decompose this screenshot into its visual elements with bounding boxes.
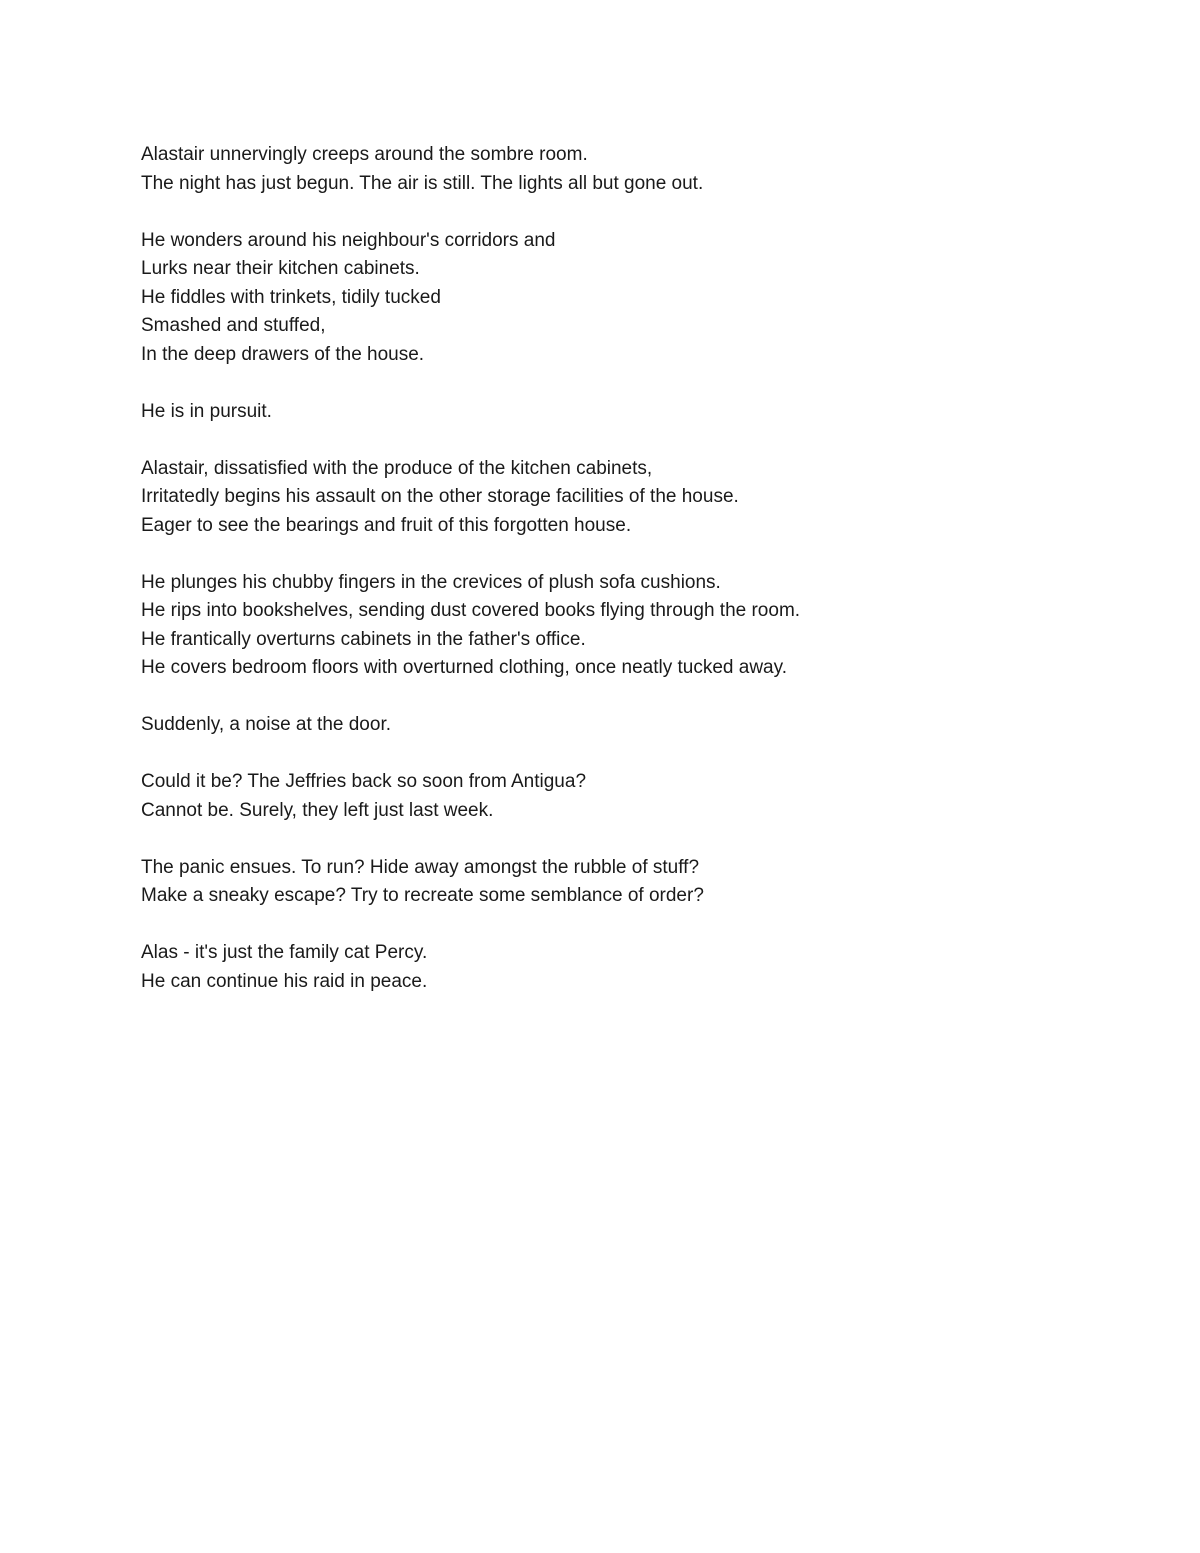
poem-line: Alastair, dissatisfied with the produce of the kitchen cabinets, [141,457,653,479]
poem-line: Cannot be. Surely, they left just last week. [141,799,494,821]
poem-line: The night has just begun. The air is still. The lights all but gone out. [141,172,704,194]
poem-line: Smashed and stuffed, [141,315,326,336]
poem-body [141,141,1141,996]
stanza-break [141,426,1141,455]
stanza-1 [141,141,1141,198]
poem-line: Eager to see the bearings and fruit of this forgotten house. [141,514,632,536]
stanza-4 [141,455,1141,541]
poem-line: Irritatedly begins his assault on the other storage facilities of the house. [141,486,739,507]
stanza-3 [141,398,1141,427]
poem-line: He is in pursuit. [141,400,272,422]
stanza-8 [141,854,1141,911]
stanza-6 [141,711,1141,740]
poem-line: He rips into bookshelves, sending dust covered books flying through the room. [141,600,801,621]
poem-line: In the deep drawers of the house. [141,343,425,365]
poem-line: The panic ensues. To run? Hide away amongst the rubble of stuff? [141,856,700,878]
stanza-9 [141,939,1141,996]
poem-line: Make a sneaky escape? Try to recreate some semblance of order? [141,885,704,906]
poem-line: He can continue his raid in peace. [141,970,428,992]
stanza-break [141,198,1141,227]
stanza-break [141,911,1141,940]
poem-line: Suddenly, a noise at the door. [141,714,391,735]
poem-line: He frantically overturns cabinets in the father's office. [141,628,586,650]
stanza-break [141,540,1141,569]
stanza-break [141,740,1141,769]
poem-line: Alastair unnervingly creeps around the sombre room. [141,144,588,165]
stanza-2 [141,227,1141,370]
stanza-7 [141,768,1141,825]
poem-line: He plunges his chubby fingers in the crevices of plush sofa cushions. [141,571,721,593]
poem-line: Lurks near their kitchen cabinets. [141,258,420,279]
stanza-break [141,825,1141,854]
poem-line: He wonders around his neighbour's corridors and [141,229,556,251]
poem-line: He fiddles with trinkets, tidily tucked [141,286,441,308]
stanza-5 [141,569,1141,683]
poem-line: Could it be? The Jeffries back so soon from Antigua? [141,771,587,792]
poem-line: He covers bedroom floors with overturned clothing, once neatly tucked away. [141,657,787,678]
stanza-break [141,683,1141,712]
stanza-break [141,369,1141,398]
poem-line: Alas - it's just the family cat Percy. [141,942,428,963]
